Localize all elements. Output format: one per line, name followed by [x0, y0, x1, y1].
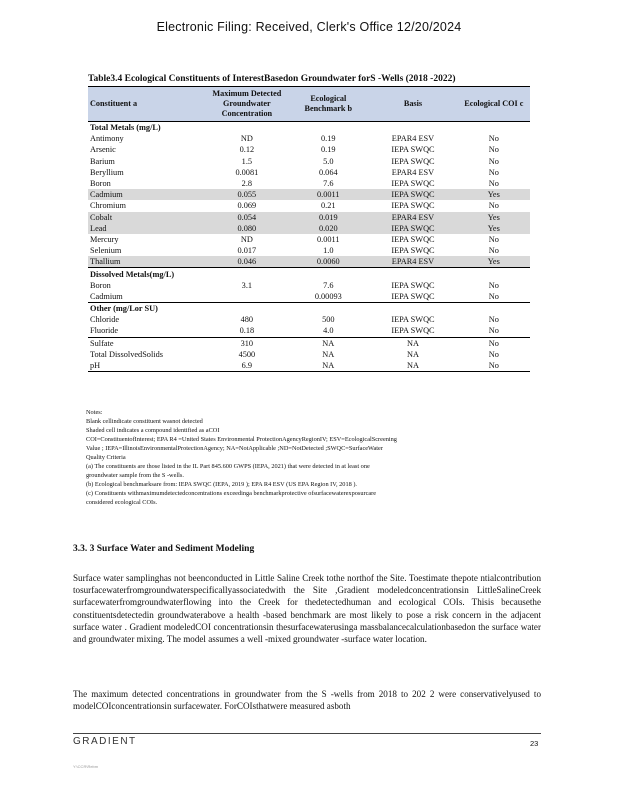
cell-benchmark: 7.6: [323, 280, 334, 290]
table-row: [88, 314, 530, 325]
cell-basis: IEPA SWQC: [391, 326, 435, 336]
cell-constituent: Fluoride: [90, 326, 119, 336]
header-basis: Basis: [368, 87, 457, 122]
cell-benchmark: 1.0: [323, 246, 334, 256]
cell-benchmark: 0.19: [321, 145, 336, 155]
cell-basis: NA: [368, 360, 457, 372]
table-body: [88, 122, 530, 372]
table-row: [88, 167, 530, 178]
cell-concentration: 6.9: [205, 360, 288, 372]
cell-concentration: 0.069: [237, 201, 257, 211]
cell-basis: EPAR4 ESV: [368, 256, 457, 268]
table-row: [88, 212, 530, 223]
table-row: [88, 360, 530, 372]
cell-benchmark: 7.6: [323, 179, 334, 189]
table-row: [88, 291, 530, 303]
cell-basis: EPAR4 ESV: [391, 134, 435, 144]
gradient-logo: GRADIENT: [73, 736, 137, 747]
cell-concentration: 0.055: [205, 189, 288, 200]
cell-constituent: Beryllium: [90, 167, 124, 177]
cell-coi: No: [488, 315, 499, 325]
table-notes: [86, 408, 532, 507]
table-row: [88, 223, 530, 234]
section-title: Other (mg/Lor SU): [88, 303, 530, 315]
section-row: [88, 268, 530, 280]
cell-concentration: 310: [205, 337, 288, 349]
table-row: [88, 234, 530, 245]
cell-concentration: 0.017: [237, 246, 257, 256]
cell-concentration: 2.8: [241, 179, 253, 189]
table-row: [88, 144, 530, 155]
coi-table: [88, 86, 530, 372]
cell-benchmark: 0.0011: [317, 234, 340, 244]
cell-basis: NA: [406, 349, 419, 359]
table-row: [88, 178, 530, 189]
cell-constituent: Selenium: [90, 246, 122, 256]
note-line: (b) Ecological benchmarksare from: IEPA SWQC (IEPA, 2019 ); EPA R4 ESV (US EPA Region IV, 2018 ).: [86, 481, 357, 488]
cell-coi: Yes: [458, 223, 530, 234]
cell-coi: No: [488, 156, 499, 166]
cell-basis: IEPA SWQC: [391, 145, 435, 155]
cell-benchmark: 5.0: [323, 156, 334, 166]
cell-basis: IEPA SWQC: [391, 291, 435, 301]
cell-benchmark: NA: [322, 349, 335, 359]
note-line: Blank cellindicate constituent wasnot detected: [86, 418, 203, 425]
cell-constituent: pH: [88, 360, 205, 372]
table-row: [88, 156, 530, 167]
cell-constituent: Barium: [90, 156, 115, 166]
cell-benchmark: 0.019: [288, 212, 368, 223]
cell-concentration: ND: [240, 234, 253, 244]
cell-constituent: Chromium: [90, 201, 126, 211]
header-constituent: Constituent a: [88, 87, 205, 122]
cell-basis: EPAR4 ESV: [391, 167, 435, 177]
cell-benchmark: NA: [288, 360, 368, 372]
page-number: 23: [530, 739, 539, 748]
section-row: [88, 122, 530, 134]
cell-basis: IEPA SWQC: [391, 234, 435, 244]
cell-coi: No: [488, 246, 499, 256]
note-line: considered ecological COIs.: [86, 499, 158, 506]
filing-header: Electronic Filing: Received, Clerk's Office 12/20/2024: [156, 20, 462, 34]
cell-coi: No: [488, 326, 499, 336]
cell-benchmark: 0.0011: [288, 189, 368, 200]
cell-constituent: Total DissolvedSolids: [90, 349, 163, 359]
section-title: Total Metals (mg/L): [88, 122, 530, 134]
cell-basis: EPAR4 ESV: [368, 212, 457, 223]
note-line: Notes:: [86, 409, 103, 416]
cell-coi: No: [458, 360, 530, 372]
cell-coi: No: [488, 234, 499, 244]
header-max-conc: Maximum Detected Groundwater Concentration: [205, 87, 288, 122]
table-row: [88, 245, 530, 256]
cell-constituent: Cobalt: [88, 212, 205, 223]
cell-concentration: 3.1: [241, 280, 253, 290]
cell-coi: Yes: [458, 212, 530, 223]
table-row: [88, 337, 530, 349]
cell-coi: No: [488, 291, 499, 301]
cell-coi: No: [488, 201, 499, 211]
cell-concentration: 0.080: [205, 223, 288, 234]
table-title: Table3.4 Ecological Constituents of InterestBasedon Groundwater forS -Wells (2018 -2022): [88, 74, 456, 84]
cell-basis: IEPA SWQC: [391, 280, 435, 290]
cell-constituent: Boron: [90, 280, 111, 290]
cell-constituent: Cadmium: [88, 189, 205, 200]
note-line: Quality Criteria: [86, 454, 126, 461]
cell-coi: Yes: [458, 256, 530, 268]
cell-coi: No: [488, 179, 499, 189]
cell-concentration: ND: [240, 134, 253, 144]
cell-concentration: 0.18: [239, 326, 255, 336]
cell-constituent: Sulfate: [88, 337, 205, 349]
note-line: (a) The constituents are those listed in the IL Part 845.600 GWPS (IEPA, 2021) that were detected in at least one: [86, 463, 370, 470]
note-line: Shaded cell indicates a compound identified as aCOI: [86, 427, 220, 434]
note-line: COI=ConstituentofInterest; EPA R4 =United States Environmental ProtectionAgencyRegionIV; ESV=EcologicalScreening: [86, 436, 397, 443]
cell-benchmark: 4.0: [323, 326, 334, 336]
cell-constituent: Mercury: [90, 234, 119, 244]
table-row: [88, 256, 530, 268]
cell-basis: IEPA SWQC: [391, 156, 435, 166]
cell-benchmark: NA: [288, 337, 368, 349]
cell-constituent: Boron: [90, 179, 111, 189]
header-coi: Ecological COI c: [458, 87, 530, 122]
cell-coi: No: [488, 280, 499, 290]
cell-concentration: [205, 291, 288, 303]
cell-concentration: 4500: [238, 349, 256, 359]
cell-concentration: 480: [240, 315, 254, 325]
table-header-row: [88, 87, 530, 122]
cell-benchmark: 0.020: [288, 223, 368, 234]
cell-benchmark: 500: [322, 315, 335, 325]
table-row: [88, 349, 530, 360]
note-line: (c) Constituents withmaximumdetectedconcentrations exceedinga benchmarkprotective ofsurfacewaterexposurcare: [86, 490, 377, 497]
cell-coi: No: [488, 134, 499, 144]
section-row: [88, 303, 530, 315]
cell-constituent: Arsenic: [90, 145, 116, 155]
cell-concentration: 0.046: [205, 256, 288, 268]
cell-constituent: Chloride: [90, 315, 120, 325]
cell-coi: No: [488, 145, 499, 155]
footer-divider: [73, 733, 541, 734]
cell-constituent: Antimony: [90, 134, 124, 144]
paragraph-1: Surface water samplinghas not beenconducted in Little Saline Creek tothe northof the Site. Toestimate thepote ntialcontribution tosurfacewaterfromgroundwaterspecificallyassociatedwith the Site ,Gradient modeledconcentrationsin LittleSalineCreek surfacewaterfromgroundwaterflowing into the Creek for thedetectedhuman and ecological COIs. Thisis becausethe constituentsdetectedin groundwaterabove a health -based benchmark are most likely to pose a risk concern in the adjacent surface water . Gradient modeledCOI concentrationsin thesurfacewaterusinga massbalancecalculationbasedon the surface water and groundwater mixing. The model assumes a well -mixed groundwater -surface water location.: [73, 573, 541, 645]
cell-concentration: 0.12: [239, 145, 255, 155]
note-line: Value ; IEPA=IllinoisEnvironmentalProtectionAgency; NA=NotApplicable ;ND=NotDetected ;SWQC=SurfaceWater: [86, 445, 383, 452]
cell-basis: IEPA SWQC: [391, 246, 435, 256]
table-row: [88, 325, 530, 337]
cell-basis: NA: [368, 337, 457, 349]
cell-concentration: 0.054: [205, 212, 288, 223]
cell-coi: No: [458, 337, 530, 349]
cell-constituent: Cadmium: [90, 291, 123, 301]
cell-basis: IEPA SWQC: [391, 201, 435, 211]
cell-benchmark: 0.19: [321, 134, 336, 144]
cell-basis: IEPA SWQC: [391, 315, 435, 325]
cell-constituent: Lead: [88, 223, 205, 234]
header-benchmark: Ecological Benchmark b: [288, 87, 368, 122]
cell-coi: No: [488, 167, 499, 177]
cell-benchmark: 0.00093: [314, 291, 342, 301]
cell-concentration: 1.5: [241, 156, 253, 166]
table-row: [88, 280, 530, 291]
section-title: Dissolved Metals(mg/L): [88, 268, 530, 280]
cell-benchmark: 0.21: [321, 201, 336, 211]
cell-benchmark: 0.064: [318, 167, 338, 177]
table-row: [88, 200, 530, 211]
cell-basis: IEPA SWQC: [391, 179, 435, 189]
cell-constituent: Thallium: [88, 256, 205, 268]
note-line: groundwater sample from the S -wells.: [86, 472, 184, 479]
cell-basis: IEPA SWQC: [368, 189, 457, 200]
cell-concentration: 0.0081: [235, 167, 259, 177]
cell-coi: Yes: [458, 189, 530, 200]
cell-benchmark: 0.0060: [288, 256, 368, 268]
paragraph-2: The maximum detected concentrations in groundwater from the S -wells from 2018 to 202 2 were conservativelyused to modelCOIconcentrationsin surfacewater. ForCOIsthatwere measured asboth: [73, 689, 541, 712]
table-row: [88, 133, 530, 144]
file-path: Y:\CCR\Rebm: [73, 764, 99, 769]
table-row: [88, 189, 530, 200]
cell-basis: IEPA SWQC: [368, 223, 457, 234]
section-heading: 3.3. 3 Surface Water and Sediment Modeling: [73, 544, 255, 554]
cell-coi: No: [488, 349, 499, 359]
